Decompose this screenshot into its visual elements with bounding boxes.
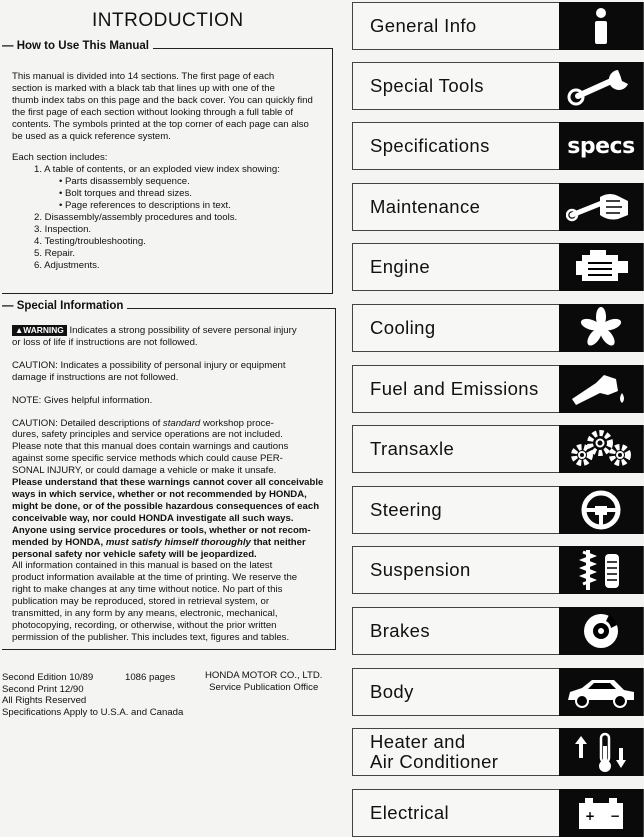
paragraph-line: section is marked with a black tab that lines up with one of the [12,82,275,94]
steering-wheel-icon [559,486,643,534]
list-item: 4. Testing/troubleshooting. [34,235,146,247]
paragraph-line: thumb index tabs on this page and the back cover. You can quickly find [12,94,313,106]
caution-line: personal safety nor vehicle safety will be jeopardized. [12,548,257,560]
tab-label: Brakes [370,620,430,641]
tab-fuel-and-emissions[interactable] [352,365,644,413]
rights-line: transmitted, in any form by any means, electronic, mechanical, [12,608,278,620]
tab-label: Cooling [370,317,436,338]
rights-reserved: All Rights Reserved [2,695,87,706]
thermometer-icon [559,728,643,776]
tab-transaxle[interactable] [352,425,644,473]
gears-icon [559,425,643,473]
battery-icon [559,789,643,837]
warning-text: Indicates a strong possibility of severe personal injury [69,325,297,336]
tab-cooling[interactable] [352,304,644,352]
list-item: 6. Adjustments. [34,259,100,271]
caution-line: Anyone using service procedures or tools, whether or not recom- [12,524,311,536]
paragraph-line: the first page of each section without looking through a full table of [12,106,294,118]
special-information-heading: — Special Information [2,300,127,312]
caution-line: dures, safety principles and service operations are not included. [12,429,283,441]
info-icon [559,2,643,50]
tab-heater-and-air-conditioner[interactable] [352,728,644,776]
company: HONDA MOTOR CO., LTD. [205,670,323,681]
rights-line: permission of the publisher. This includes text, figures and tables. [12,631,290,643]
spec-region: Specifications Apply to U.S.A. and Canada [2,706,184,718]
special-information-body: ▲WARNING Indicates a strong possibility of severe personal injury or loss of life if instructions are not followed. CAUTION: Indicates a possibility of personal injury or equipment damage if instructions are not followed. NOTE: Gives helpful information. CAUTION: Detailed descriptions of standard workshop proce- dures, safety principles and service operations are not included. Please note that this manual does contain warnings and cautions against some specific service methods which could cause PER- SONAL INJURY, or could damage a vehicle or make it unsafe. Please understand that these warnings cannot cover all conceivable ways in which service, whether or not recommended by HONDA, might be done, or of the possible hazardous consequences of each conceivable way, nor could HONDA investigate all such ways. Anyone using service procedures or tools, whether or not recom- mended by HONDA, must satisfy himself thoroughly that neither personal safety nor vehicle safety will be jeopardized. All information contained in this manual is based on the latest product information available at the time of printing. We reserve the right to make changes at any time without notice. No part of this publication may be reproduced, stored in retrieval system, or transmitted, in any form by any means, electronic, mechanical, photocopying, recording, or otherwise, without the prior written permission of the publisher. This includes text, figures and tables. [12,325,331,644]
tab-general-info[interactable] [352,2,644,50]
fan-icon [559,304,643,352]
hand-wrench-icon [559,183,643,231]
rights-line: publication may be reproduced, stored in retrieval system, or [12,596,270,608]
note-text: Gives helpful information. [44,394,153,406]
tab-electrical[interactable] [352,789,644,837]
caution-line: ways in which service, whether or not recommended by HONDA, [12,488,307,500]
tab-label: Maintenance [370,196,481,217]
caution-line: conceivable way, nor could HONDA investigate all such ways. [12,512,294,524]
caution-label: CAUTION: [12,359,58,371]
rights-line: right to make changes at any time without notice. No part of this [12,584,283,596]
tab-label: Transaxle [370,438,455,459]
list-item: 1. A table of contents, or an exploded view index showing: [34,164,280,176]
tab-label: Fuel and Emissions [370,378,539,399]
page-title: INTRODUCTION [92,10,244,31]
caution-text: damage if instructions are not followed. [12,371,179,383]
caution-line: Please understand that these warnings cannot cover all conceivable [12,477,324,489]
caution-line: Please note that this manual does contain warnings and cautions [12,441,289,453]
tab-label: General Info [370,15,477,36]
warning-text: or loss of life if instructions are not followed. [12,336,198,348]
rights-line: All information contained in this manual is based on the latest [12,560,273,572]
note-label: NOTE: [12,394,42,406]
brake-disc-icon [559,607,643,655]
tab-brakes[interactable] [352,607,644,655]
specs-icon-text: specs [567,133,635,159]
tab-label: Engine [370,256,431,277]
caution-label: CAUTION: [12,417,58,429]
tab-label: Suspension [370,559,471,580]
tab-steering[interactable] [352,486,644,534]
emphasis: standard [162,417,201,429]
specs-icon [559,122,643,170]
thumb-index-tabs [352,0,644,836]
tab-label: Specifications [370,135,490,156]
tab-label: Steering [370,499,443,520]
list-item: 2. Disassembly/assembly procedures and tools. [34,211,238,223]
caution-line: against some specific service methods which could cause PER- [12,453,283,465]
tab-maintenance[interactable] [352,183,644,231]
how-to-use-body [12,71,328,272]
svg-text:+: + [585,809,596,823]
rights-line: product information available at the time of printing. We reserve the [12,572,298,584]
office: Service Publication Office [209,681,319,693]
list-item: • Parts disassembly sequence. [59,176,190,188]
how-to-use-section [2,40,333,294]
paragraph-line: be used as a quick reference system. [12,130,171,142]
shock-absorber-icon [559,546,643,594]
list-item: • Page references to descriptions in text. [59,200,231,212]
car-body-icon [559,668,643,716]
tab-engine[interactable] [352,243,644,291]
caution-line: SONAL INJURY, or could damage a vehicle or make it unsafe. [12,465,277,477]
engine-icon [559,243,643,291]
page-count: 1086 pages [125,672,176,683]
how-to-use-heading: — How to Use This Manual [2,40,153,52]
warning-badge: ▲WARNING [12,325,67,336]
list-intro: Each section includes: [12,152,108,164]
list-item: • Bolt torques and thread sizes. [59,188,192,200]
print: Second Print 12/90 [2,683,84,695]
paragraph-line: This manual is divided into 14 sections. The first page of each [12,71,275,82]
svg-text:−: − [610,809,621,823]
rights-line: photocopying, recording, or otherwise, without the prior written [12,619,277,631]
tab-suspension[interactable] [352,546,644,594]
tab-body[interactable] [352,668,644,716]
caution-text: Indicates a possibility of personal injury or equipment [60,359,286,371]
list-item: 5. Repair. [34,247,76,259]
tab-label: Electrical [370,802,450,823]
paragraph-line: contents. The symbols printed at the top corner of each page can also [12,118,309,130]
emphasis: must satisfy himself thoroughly [105,536,251,548]
wrench-icon [559,62,643,110]
tab-label: Special Tools [370,75,484,96]
tab-special-tools[interactable] [352,62,644,110]
edition: Second Edition 10/89 [2,672,94,683]
tab-label: Heater and Air Conditioner [370,731,499,772]
caution-line: might be done, or of the possible hazardous consequences of each [12,500,320,512]
fuel-nozzle-icon [559,365,643,413]
list-item: 3. Inspection. [34,223,92,235]
tab-specifications[interactable] [352,122,644,170]
tab-label: Body [370,681,414,702]
special-information-section [2,300,336,650]
publisher-info [205,670,322,693]
